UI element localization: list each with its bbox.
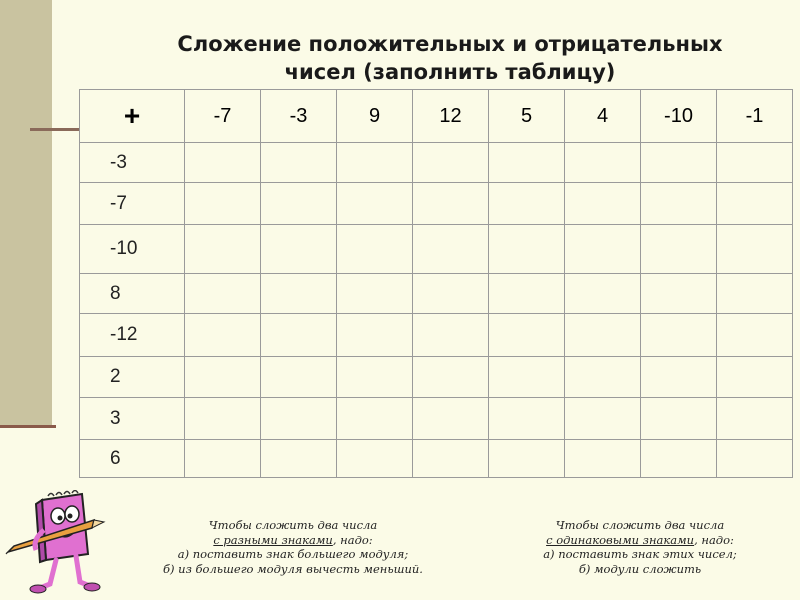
answer-cell[interactable] <box>717 143 793 183</box>
row-header: 6 <box>80 440 185 478</box>
column-header: -3 <box>261 90 337 143</box>
table-row <box>80 183 793 225</box>
rule-different-signs <box>118 518 468 576</box>
column-header: 5 <box>489 90 565 143</box>
rule-item-a: а) поставить знак этих чисел; <box>543 547 737 561</box>
answer-cell[interactable] <box>565 398 641 440</box>
answer-cell[interactable] <box>413 274 489 314</box>
answer-cell[interactable] <box>337 225 413 274</box>
decorative-line <box>30 128 80 131</box>
answer-cell[interactable] <box>489 357 565 398</box>
answer-cell[interactable] <box>489 143 565 183</box>
rule-same-signs <box>500 518 780 576</box>
row-header: 8 <box>80 274 185 314</box>
answer-cell[interactable] <box>185 398 261 440</box>
table-row <box>80 440 793 478</box>
answer-cell[interactable] <box>261 357 337 398</box>
rule-condition-underlined: с разными знаками <box>213 532 333 547</box>
column-header: -7 <box>185 90 261 143</box>
answer-cell[interactable] <box>717 274 793 314</box>
table-row <box>80 314 793 357</box>
table-row <box>80 274 793 314</box>
answer-cell[interactable] <box>717 357 793 398</box>
answer-cell[interactable] <box>641 314 717 357</box>
row-header: -3 <box>80 143 185 183</box>
rule-item-a: а) поставить знак большего модуля; <box>177 547 409 561</box>
answer-cell[interactable] <box>261 398 337 440</box>
table-corner-plus: + <box>80 90 185 143</box>
answer-cell[interactable] <box>337 314 413 357</box>
answer-cell[interactable] <box>337 183 413 225</box>
answer-cell[interactable] <box>565 183 641 225</box>
answer-cell[interactable] <box>565 143 641 183</box>
row-header: -12 <box>80 314 185 357</box>
answer-cell[interactable] <box>641 440 717 478</box>
answer-cell[interactable] <box>337 398 413 440</box>
rule-condition <box>118 533 468 548</box>
rule-condition <box>500 533 780 548</box>
answer-cell[interactable] <box>185 440 261 478</box>
title-line-2: чисел (заполнить таблицу) <box>284 60 616 84</box>
column-header: 12 <box>413 90 489 143</box>
title-line-1: Сложение положительных и отрицательных <box>177 32 723 56</box>
answer-cell[interactable] <box>337 143 413 183</box>
addition-table <box>79 89 793 478</box>
answer-cell[interactable] <box>413 398 489 440</box>
answer-cell[interactable] <box>489 225 565 274</box>
row-header: -10 <box>80 225 185 274</box>
table-row <box>80 357 793 398</box>
row-header: -7 <box>80 183 185 225</box>
answer-cell[interactable] <box>185 357 261 398</box>
decorative-side-bar <box>0 0 52 426</box>
answer-cell[interactable] <box>489 183 565 225</box>
pencil-mascot-icon <box>4 490 112 598</box>
answer-cell[interactable] <box>641 357 717 398</box>
answer-cell[interactable] <box>641 398 717 440</box>
answer-cell[interactable] <box>413 357 489 398</box>
rule-item-b: б) из большего модуля вычесть меньший. <box>163 561 423 576</box>
answer-cell[interactable] <box>717 225 793 274</box>
answer-cell[interactable] <box>641 274 717 314</box>
answer-cell[interactable] <box>565 357 641 398</box>
answer-cell[interactable] <box>641 143 717 183</box>
answer-cell[interactable] <box>261 225 337 274</box>
answer-cell[interactable] <box>185 143 261 183</box>
answer-cell[interactable] <box>185 314 261 357</box>
row-header: 2 <box>80 357 185 398</box>
answer-cell[interactable] <box>565 440 641 478</box>
column-header: -1 <box>717 90 793 143</box>
answer-cell[interactable] <box>413 314 489 357</box>
answer-cell[interactable] <box>565 274 641 314</box>
answer-cell[interactable] <box>489 274 565 314</box>
answer-cell[interactable] <box>185 183 261 225</box>
row-header: 3 <box>80 398 185 440</box>
answer-cell[interactable] <box>337 274 413 314</box>
answer-cell[interactable] <box>337 440 413 478</box>
rule-condition-rest: , надо: <box>694 532 734 547</box>
answer-cell[interactable] <box>641 183 717 225</box>
answer-cell[interactable] <box>413 143 489 183</box>
answer-cell[interactable] <box>261 440 337 478</box>
table-header-row <box>80 90 793 143</box>
table-row <box>80 225 793 274</box>
page-title <box>100 30 800 86</box>
answer-cell[interactable] <box>337 357 413 398</box>
answer-cell[interactable] <box>565 225 641 274</box>
answer-cell[interactable] <box>717 183 793 225</box>
table-row <box>80 143 793 183</box>
answer-cell[interactable] <box>489 314 565 357</box>
rule-intro: Чтобы сложить два числа <box>208 518 378 532</box>
answer-cell[interactable] <box>641 225 717 274</box>
answer-cell[interactable] <box>261 314 337 357</box>
rule-intro: Чтобы сложить два числа <box>555 518 725 532</box>
answer-cell[interactable] <box>489 440 565 478</box>
answer-cell[interactable] <box>413 225 489 274</box>
answer-cell[interactable] <box>261 143 337 183</box>
table-row <box>80 398 793 440</box>
answer-cell[interactable] <box>565 314 641 357</box>
rule-item-b: б) модули сложить <box>578 561 702 576</box>
answer-cell[interactable] <box>717 398 793 440</box>
answer-cell[interactable] <box>717 440 793 478</box>
answer-cell[interactable] <box>185 274 261 314</box>
answer-cell[interactable] <box>413 440 489 478</box>
answer-cell[interactable] <box>717 314 793 357</box>
answer-cell[interactable] <box>413 183 489 225</box>
rule-condition-rest: , надо: <box>332 532 373 547</box>
column-header: 9 <box>337 90 413 143</box>
column-header: 4 <box>565 90 641 143</box>
answer-cell[interactable] <box>185 225 261 274</box>
decorative-line <box>0 425 56 428</box>
rule-condition-underlined: с одинаковыми знаками <box>546 532 695 547</box>
answer-cell[interactable] <box>261 183 337 225</box>
column-header: -10 <box>641 90 717 143</box>
answer-cell[interactable] <box>261 274 337 314</box>
answer-cell[interactable] <box>489 398 565 440</box>
